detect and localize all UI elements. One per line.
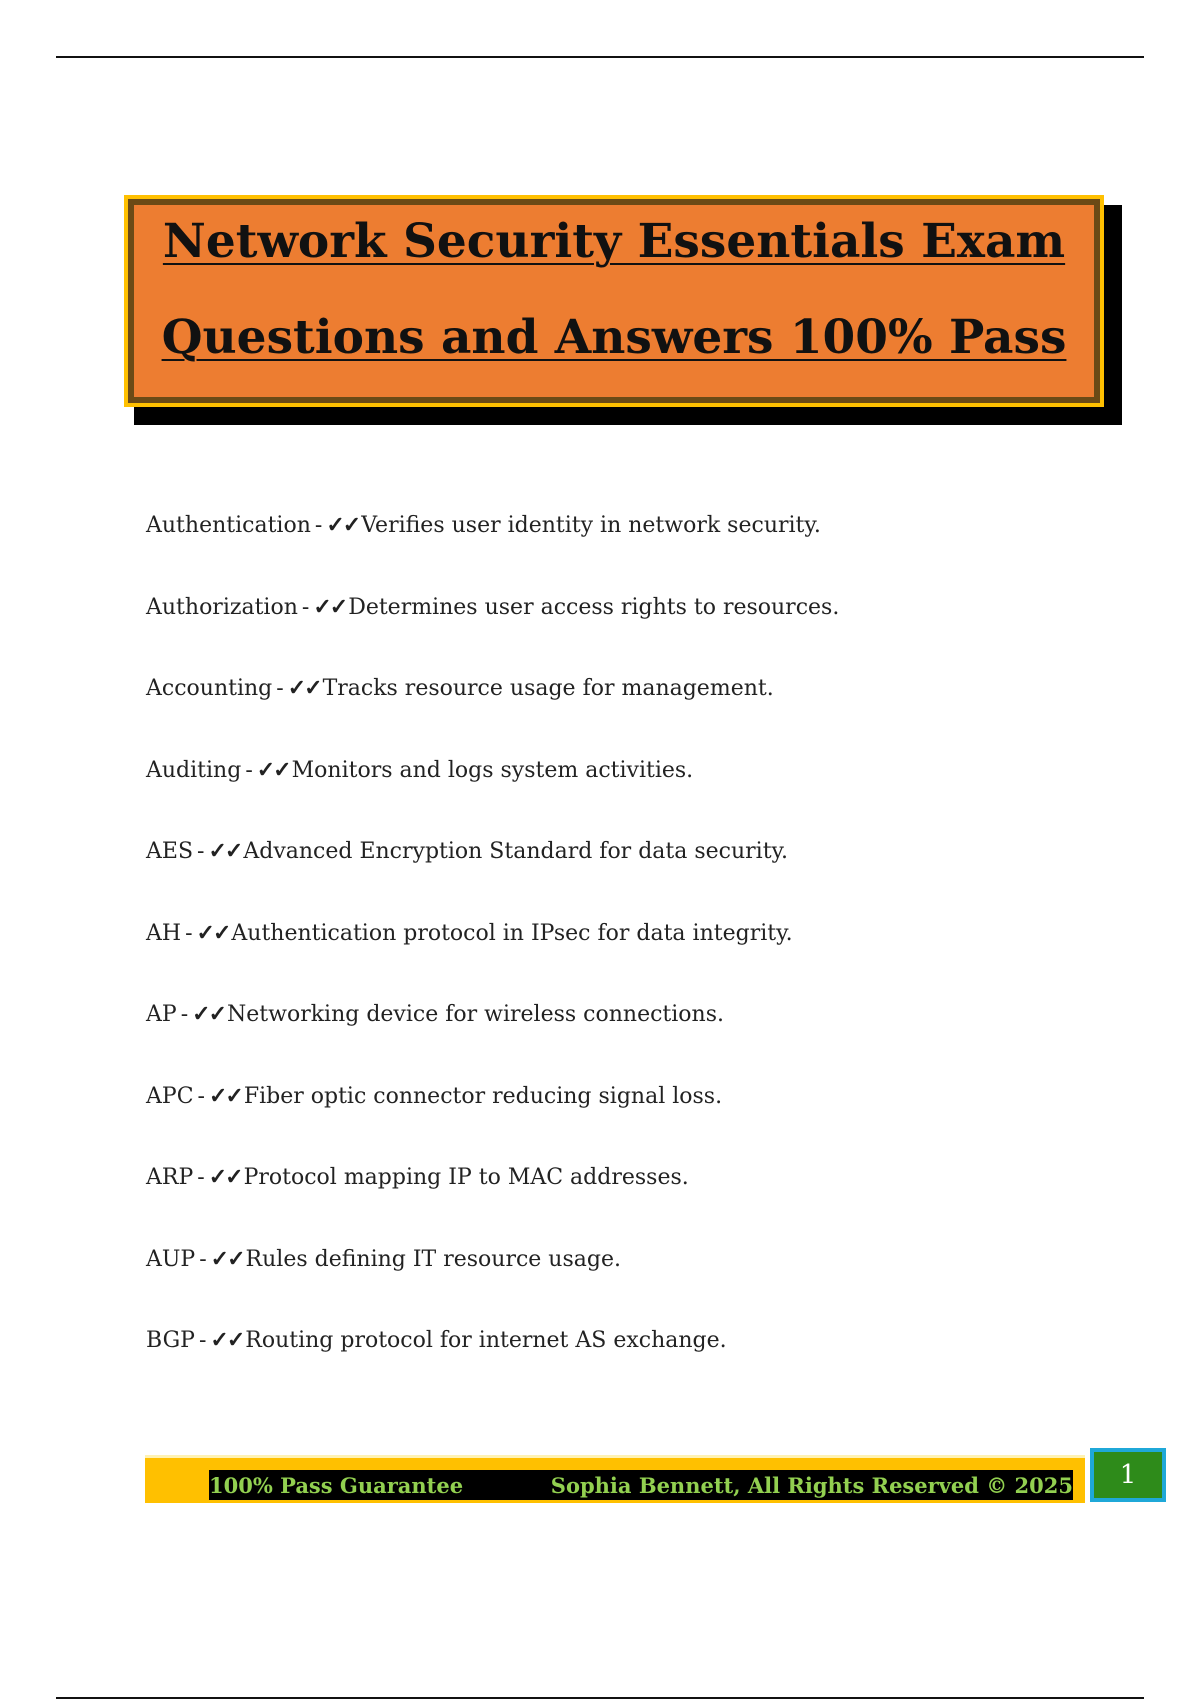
entry-term: Authentication [146, 513, 311, 538]
entry-definition: Determines user access rights to resources. [348, 594, 840, 620]
qa-entry [146, 750, 1106, 832]
qa-entry [146, 668, 1106, 750]
entry-definition: Advanced Encryption Standard for data security. [243, 839, 789, 864]
entry-separator: - [199, 1246, 207, 1272]
page-number-badge: 1 [1090, 1448, 1166, 1502]
entry-definition: Networking device for wireless connections. [227, 1002, 724, 1027]
qa-entry [146, 1239, 1106, 1321]
title-box [124, 195, 1104, 407]
entry-separator: - [180, 1002, 189, 1027]
double-check-icon: ✓✓ [208, 838, 242, 864]
entry-separator: - [197, 839, 205, 864]
document-title-line-2: Questions and Answers 100% Pass [161, 310, 1067, 365]
qa-list [146, 505, 1106, 1402]
double-check-icon: ✓✓ [210, 1245, 244, 1272]
entry-definition: Routing protocol for internet AS exchange. [245, 1328, 727, 1353]
double-check-icon: ✓✓ [287, 675, 321, 701]
entry-separator: - [301, 594, 310, 620]
entry-term: AP [146, 1002, 177, 1027]
qa-entry [146, 587, 1106, 669]
entry-definition: Authentication protocol in IPsec for data integrity. [231, 920, 793, 946]
entry-term: AUP [146, 1246, 196, 1272]
entry-separator: - [197, 1083, 205, 1109]
entry-term: Auditing [146, 757, 242, 783]
bottom-rule [56, 1697, 1144, 1699]
double-check-icon: ✓✓ [210, 1327, 244, 1353]
double-check-icon: ✓✓ [313, 593, 347, 620]
entry-separator: - [185, 920, 193, 946]
entry-term: ARP [146, 1165, 194, 1190]
footer-bar [145, 1455, 1085, 1503]
double-check-icon: ✓✓ [208, 1164, 242, 1190]
entry-separator: - [314, 513, 323, 538]
double-check-icon: ✓✓ [208, 1082, 242, 1109]
entry-term: Authorization [146, 594, 298, 620]
footer-copyright: Sophia Bennett, All Rights Reserved © 2025 [550, 1473, 1073, 1498]
document-title-line-1: Network Security Essentials Exam [162, 214, 1066, 269]
entry-term: AES [146, 839, 194, 864]
entry-definition: Verifies user identity in network security. [361, 513, 821, 538]
top-rule [56, 56, 1144, 58]
entry-separator: - [197, 1165, 205, 1190]
qa-entry [146, 1157, 1106, 1239]
qa-entry [146, 913, 1106, 995]
entry-definition: Tracks resource usage for management. [322, 676, 774, 701]
entry-definition: Rules defining IT resource usage. [245, 1246, 621, 1272]
qa-entry [146, 1320, 1106, 1402]
footer-text-band [209, 1470, 1073, 1500]
entry-separator: - [276, 676, 284, 701]
entry-separator: - [245, 757, 253, 783]
footer-pass-guarantee: 100% Pass Guarantee [209, 1473, 464, 1498]
double-check-icon: ✓✓ [196, 919, 230, 946]
qa-entry [146, 1076, 1106, 1158]
double-check-icon: ✓✓ [256, 756, 290, 783]
entry-separator: - [198, 1328, 207, 1353]
entry-term: Accounting [146, 676, 273, 701]
double-check-icon: ✓✓ [326, 512, 360, 538]
entry-definition: Monitors and logs system activities. [291, 757, 694, 783]
qa-entry [146, 994, 1106, 1076]
entry-definition: Protocol mapping IP to MAC addresses. [243, 1165, 689, 1190]
double-check-icon: ✓✓ [192, 1001, 226, 1027]
qa-entry [146, 505, 1106, 587]
entry-term: AH [146, 920, 182, 946]
qa-entry [146, 831, 1106, 913]
entry-term: APC [146, 1083, 194, 1109]
entry-term: BGP [146, 1328, 195, 1353]
entry-definition: Fiber optic connector reducing signal loss. [243, 1083, 723, 1109]
